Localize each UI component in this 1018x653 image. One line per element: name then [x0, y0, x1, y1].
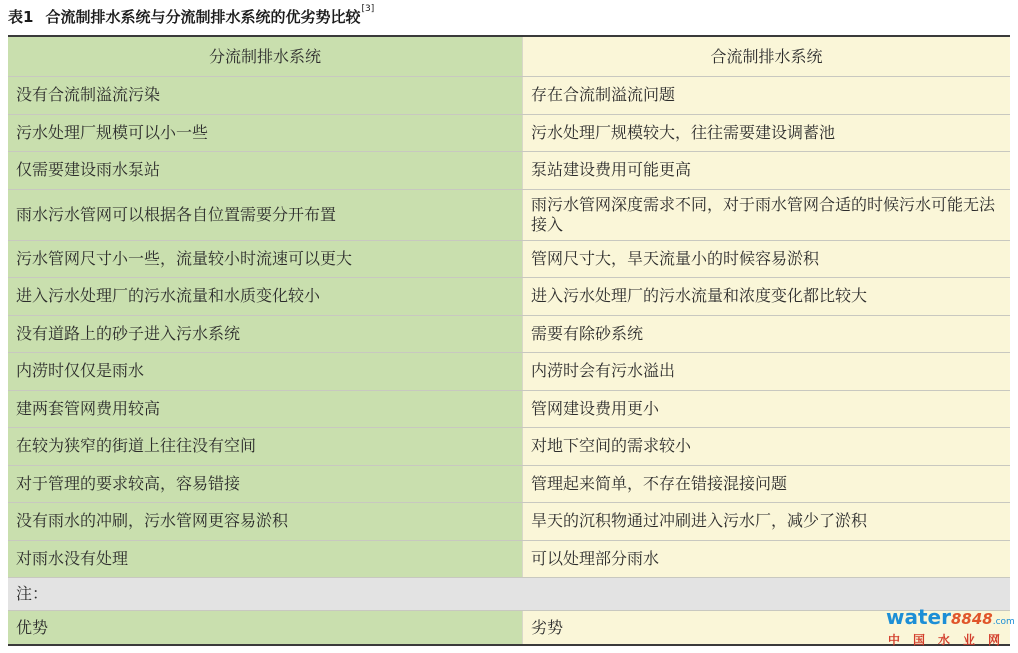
cell-combined: 雨污水管网深度需求不同，对于雨水管网合适的时候污水可能无法接入: [523, 190, 1010, 240]
cell-combined: 内涝时会有污水溢出: [523, 353, 1010, 390]
cell-separate: 在较为狭窄的街道上往往没有空间: [8, 428, 523, 465]
cell-combined: 对地下空间的需求较小: [523, 428, 1010, 465]
cell-combined: 泵站建设费用可能更高: [523, 152, 1010, 189]
cell-separate: 仅需要建设雨水泵站: [8, 152, 523, 189]
cell-separate: 建两套管网费用较高: [8, 391, 523, 428]
table-row: [8, 391, 1010, 429]
cell-separate: 没有雨水的冲刷，污水管网更容易淤积: [8, 503, 523, 540]
cell-separate: 进入污水处理厂的污水流量和水质变化较小: [8, 278, 523, 315]
watermark-number: 8848: [950, 610, 993, 628]
site-watermark-logo: [886, 605, 1015, 649]
cell-separate: 污水管网尺寸小一些，流量较小时流速可以更大: [8, 241, 523, 278]
table-row: [8, 466, 1010, 504]
table-row: [8, 278, 1010, 316]
cell-separate: 污水处理厂规模可以小一些: [8, 115, 523, 152]
cell-separate: 内涝时仅仅是雨水: [8, 353, 523, 390]
cell-combined: 管网尺寸大，旱天流量小的时候容易淤积: [523, 241, 1010, 278]
table-row: [8, 428, 1010, 466]
header-combined-system: 合流制排水系统: [523, 37, 1010, 76]
table-footer-row: [8, 611, 1010, 644]
cell-separate: 对于管理的要求较高，容易错接: [8, 466, 523, 503]
cell-combined: 进入污水处理厂的污水流量和浓度变化都比较大: [523, 278, 1010, 315]
watermark-domain: .com: [992, 617, 1015, 627]
watermark-chinese-name: 中国水业网: [888, 633, 1014, 647]
watermark-water: water: [886, 605, 951, 629]
table-row: [8, 77, 1010, 115]
cell-combined: 管理起来简单，不存在错接混接问题: [523, 466, 1010, 503]
table-row: [8, 190, 1010, 241]
table-number: 表1: [8, 8, 34, 26]
table-title: 合流制排水系统与分流制排水系统的优劣势比较: [45, 8, 361, 26]
cell-separate: 没有道路上的砂子进入污水系统: [8, 316, 523, 353]
reference-mark: [3]: [361, 4, 375, 14]
table-row: [8, 152, 1010, 190]
table-row: [8, 241, 1010, 279]
footer-advantage: 优势: [8, 611, 523, 644]
cell-combined: 存在合流制溢流问题: [523, 77, 1010, 114]
cell-combined: 可以处理部分雨水: [523, 541, 1010, 578]
cell-combined: 污水处理厂规模较大，往往需要建设调蓄池: [523, 115, 1010, 152]
cell-separate: 对雨水没有处理: [8, 541, 523, 578]
table-note: 注：: [8, 578, 1010, 610]
cell-combined: 需要有除砂系统: [523, 316, 1010, 353]
header-separate-system: 分流制排水系统: [8, 37, 523, 76]
cell-combined: 旱天的沉积物通过冲刷进入污水厂，减少了淤积: [523, 503, 1010, 540]
table-row: [8, 316, 1010, 354]
comparison-table: [8, 35, 1010, 646]
table-note-row: [8, 578, 1010, 611]
table-row: [8, 353, 1010, 391]
cell-combined: 管网建设费用更小: [523, 391, 1010, 428]
cell-separate: 雨水污水管网可以根据各自位置需要分开布置: [8, 190, 523, 240]
footer-disadvantage: 劣势: [523, 611, 1010, 644]
cell-separate: 没有合流制溢流污染: [8, 77, 523, 114]
table-caption: [8, 6, 374, 30]
table-row: [8, 503, 1010, 541]
watermark-wordmark: [886, 605, 1015, 629]
table-header-row: [8, 37, 1010, 77]
table-row: [8, 541, 1010, 579]
table-row: [8, 115, 1010, 153]
